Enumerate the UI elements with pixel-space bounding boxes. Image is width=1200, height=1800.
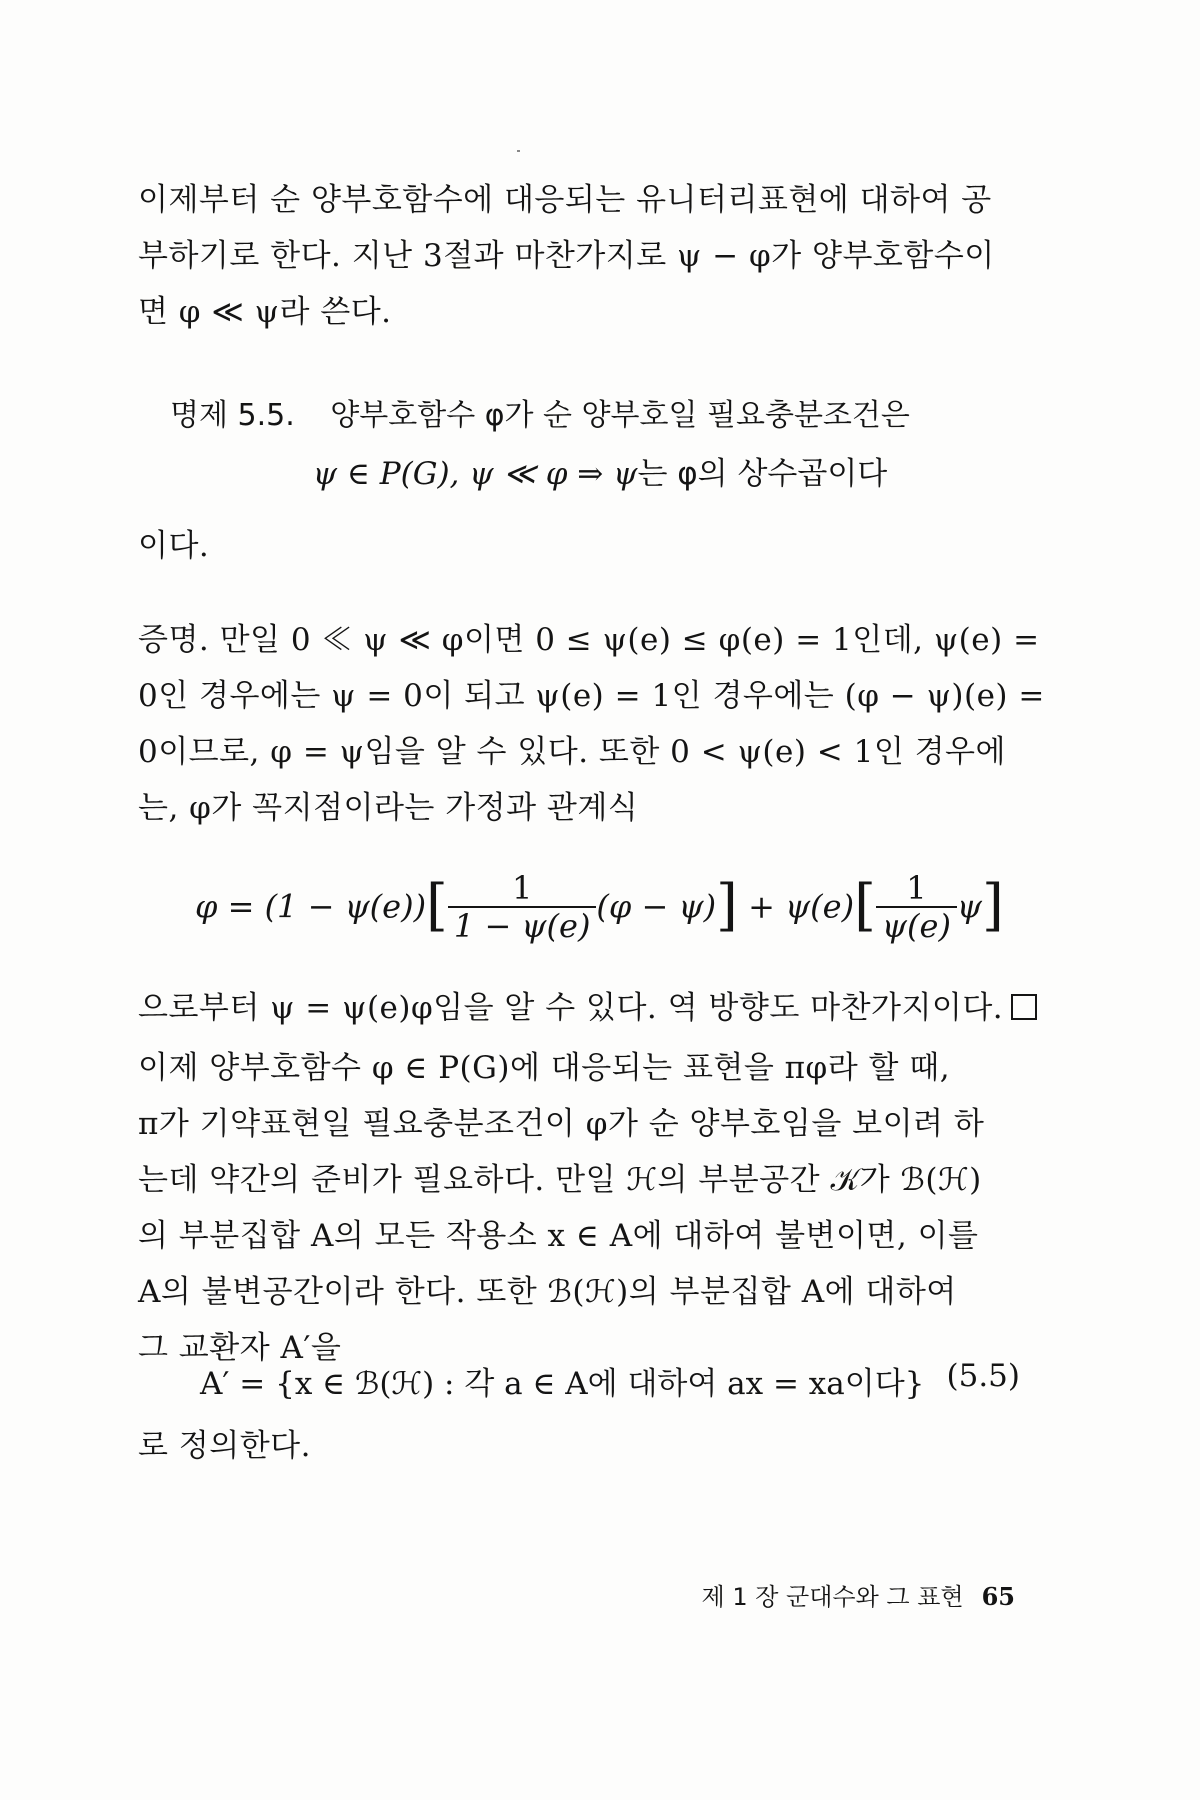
fraction-2 xyxy=(876,870,957,944)
section2-line: 의 부분집합 A의 모든 작용소 x ∈ A에 대하여 불변이면, 이를 xyxy=(138,1218,979,1254)
intro-paragraph xyxy=(138,172,1018,340)
equation-5-5 xyxy=(200,1358,1020,1403)
proposition-statement: 양부호함수 φ가 순 양부호일 필요충분조건은 xyxy=(330,398,910,433)
section2-closing xyxy=(138,1418,1018,1474)
display-equation xyxy=(195,830,1015,950)
conclusion-line xyxy=(138,980,1018,1036)
section2-paragraph xyxy=(138,1040,1018,1376)
proof-line: 0이므로, φ = ψ임을 알 수 있다. 또한 0 < ψ(e) < 1인 경우에 xyxy=(138,734,1006,770)
condition-text: 는 φ의 상수곱이다 xyxy=(637,456,888,492)
frac2-denominator: ψ(e) xyxy=(876,906,957,944)
left-bracket: [ xyxy=(426,872,448,938)
conclusion-text: 으로부터 ψ = ψ(e)φ임을 알 수 있다. 역 방향도 마찬가지이다. xyxy=(138,990,1004,1026)
fraction-1 xyxy=(448,870,597,944)
left-bracket: [ xyxy=(854,872,876,938)
section2-line: 이제 양부호함수 φ ∈ P(G)에 대응되는 표현을 πφ라 할 때, xyxy=(138,1050,951,1086)
proof-paragraph xyxy=(138,612,1045,836)
eq-tail: ψ xyxy=(956,887,983,926)
frac2-numerator: 1 xyxy=(906,869,927,907)
section2-line: 는데 약간의 준비가 필요하다. 만일 ℋ의 부분공간 𝒦가 ℬ(ℋ) xyxy=(138,1162,982,1198)
proposition-label: 명제 5.5. xyxy=(170,398,295,433)
proof-line: 증명. 만일 0 ≪ ψ ≪ φ이면 0 ≤ ψ(e) ≤ φ(e) = 1인데, ψ(e) = xyxy=(138,622,1040,658)
page-footer xyxy=(0,1577,1015,1612)
eq-lhs: φ = (1 − ψ(e)) xyxy=(195,887,427,926)
section2-line: A의 불변공간이라 한다. 또한 ℬ(ℋ)의 부분집합 A에 대하여 xyxy=(138,1274,957,1310)
eq-mid2: + ψ(e) xyxy=(737,887,855,926)
speck xyxy=(517,150,520,152)
intro-line: 부하기로 한다. 지난 3절과 마찬가지로 ψ − φ가 양부호함수이 xyxy=(138,238,995,274)
proof-line: 0인 경우에는 ψ = 0이 되고 ψ(e) = 1인 경우에는 (φ − ψ)(e) = xyxy=(138,678,1045,714)
proof-conclusion xyxy=(138,980,1018,1036)
equation-number: (5.5) xyxy=(946,1358,1020,1394)
condition-math: ψ ∈ P(G), ψ ≪ φ ⇒ ψ xyxy=(312,456,638,492)
proposition-condition xyxy=(0,448,1200,493)
commutant-definition: A′ = {x ∈ ℬ(ℋ) : 각 a ∈ A에 대하여 ax = xa이다} xyxy=(200,1366,925,1402)
closing-text: 로 정의한다. xyxy=(138,1428,311,1464)
section2-line: π가 기약표현일 필요충분조건이 φ가 순 양부호임을 보이려 하 xyxy=(138,1106,985,1142)
frac1-denominator: 1 − ψ(e) xyxy=(448,906,597,944)
right-bracket: ] xyxy=(716,872,738,938)
section2-line: 그 교환자 A′을 xyxy=(138,1330,342,1366)
chapter-title: 제 1 장 군대수와 그 표현 xyxy=(701,1583,964,1611)
intro-line: 면 φ ≪ ψ라 쓴다. xyxy=(138,294,392,330)
proof-line: 는, φ가 꼭지점이라는 가정과 관계식 xyxy=(138,790,639,826)
page-number: 65 xyxy=(981,1582,1015,1611)
frac1-numerator: 1 xyxy=(511,869,533,907)
intro-line: 이제부터 순 양부호함수에 대응되는 유니터리표현에 대하여 공 xyxy=(138,182,992,218)
proposition-heading xyxy=(170,390,910,434)
proposition-ending xyxy=(138,518,1018,574)
qed-box-icon xyxy=(1011,994,1037,1020)
ending-text: 이다. xyxy=(138,528,210,564)
right-bracket: ] xyxy=(982,872,1004,938)
eq-mid1: (φ − ψ) xyxy=(596,887,717,926)
